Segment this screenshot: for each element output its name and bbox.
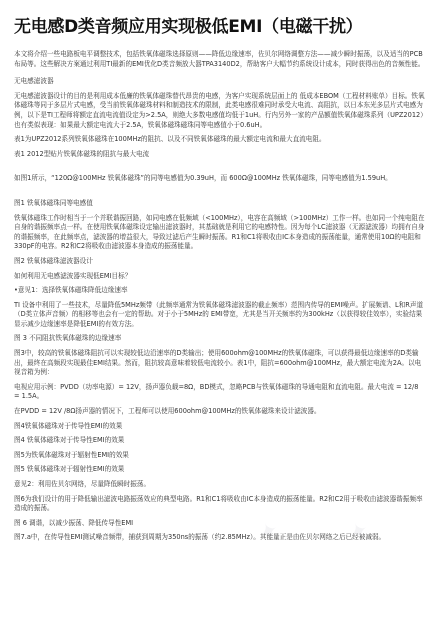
paragraph: 图5为铁氧体磁珠对于辐射性EMI的效果 [14,450,129,459]
paragraph: 表1 2012型贴片铁氧体磁珠的阻抗与最大电流 [14,149,150,158]
paragraph: 图7.a中，在传导性EMI测试噪音频带，捕获到周期为350ns的振荡（约2.85MHz）。其能量正是由佐贝尔网络之后已经被减弱。 [14,533,386,542]
paragraph: 无电感滤波器设计的目的是利用成本低廉的铁氧体磁珠替代昂贵的电感，为客户实现系统层面上的 低成本EBOM（工程材料账单）目标。铁氧体磁珠等同于多层片式电感，受当前铁氧体磁珠材料和制造技术的限制，此类电感很难同时承受大电流、高阻抗，以日本东光多层片式电感为例，以下是TI工程师将额定直流电流值设定为>2.5A，则绝大多数电感值均低于1uH。行内另外一家的产品额值铁氧体磁珠系列（UPZ2012）也有类似表现：如果最大额定电流大于2.5A，铁氧体磁珠磁珠同等电感值小于0.6uH。 [14,91,425,129]
paragraph: 图2 铁氧体磁珠滤波器设计 [14,256,93,265]
paragraph: 本文将介绍一些电路板电平调整技术，包括铁氧体磁珠选择原则——降低边缘速率，佐贝尔网络调整方法——减少瞬时振荡，以及适当的PCB布局等。这些解决方案通过利用TI最新的EMI优化D类音频放大器TPA3140D2，帮助客户大幅节约系统设计成本，同时获得出色的音频性能。 [14,50,425,68]
paragraph: 图3中，较高的铁氧体磁珠阻抗可以实现较低边沿速率的D类输出；使用600ohm@100MHz的铁氧体磁珠，可以获得最低边缘速率的D类输出，最终在高频段实现最佳EMI结果。然而，阻抗较高意味着较低电流较小。表1中，阻抗=600ohm@100MHz，最大额定电流为2A。以电视音箱为例： [14,349,422,377]
paragraph: 图6为我们设计的用于降低输出滤波电路振荡效应的典型电路。R1和C1将吸收由IC本身造成的振荡能量。R2和C2用于吸收由滤波器谐振频率造成的振荡。 [14,494,423,513]
paragraph: 意见2：利用佐贝尔网络，尽量降低瞬时振荡。 [14,480,151,488]
watermark: ✦ [255,517,283,548]
paragraph: 铁氧体磁珠工作时相当于一个并联谐振回路，如同电感在低频域（<100MHz），电容在高频域（>100MHz）工作一样。也如同一个纯电阻在自身的谐振频率点一样。在使用铁氧体磁珠设定输出滤波器时，其基础就是利用它的电感特性。因为每个LC滤波器（无源滤波器）均拥有自身的谐振频率，在此频率点，滤波器的增益很大，导致过滤后产生瞬时振荡。R1和C1将吸收由IC本身造成的振荡能量，通常使用10Ω的电阻和330pF的电容。R2和C2将吸收由滤波器本身造成的振荡能量。 [14,213,425,251]
paragraph: •意见1：选择铁氧体磁珠降低边缘速率 [14,286,128,295]
paragraph: 在PVDD = 12V /8Ω扬声器的情况下，工程师可以使用600ohm@100MHz的铁氧体磁珠来设计滤波器。 [14,407,321,416]
watermark: ✦ [345,517,373,548]
page-title: 无电感D类音频应用实现极低EMI（电磁干扰） [14,17,363,37]
paragraph: 电视应用示例：PVDD（功率电源）= 12V，扬声器负载=8Ω，BD模式，忽略PCB与铁氧体磁珠的导通电阻和直流电阻。最大电流 = 12/8 = 1.5A。 [14,382,419,401]
paragraph: 图4 铁氧体磁珠对于传导性EMI的效果 [14,436,125,445]
paragraph: TI 设备中利用了一些技术，尽量降低5MHz频带（此频率通常为铁氧体磁珠滤波器的截止频率）范围内传导的EMI噪声。扩展频谱、L和R声道（D类立体声音频）的相移等也会有一定的帮助。对于小于5MHz的 EMI带宽，尤其是当开关频率约为300kHz（以获得较佳效率），实验结果显示减少边缘速率是降低EMI的有效方法。 [14,300,424,328]
figure-space [14,189,426,199]
paragraph: 图4铁氧体磁珠对于传导性EMI的效果 [14,421,123,430]
paragraph: 如图1所示，“120Ω@100MHz 铁氧体磁珠”的同等电感值为0.39uH，而 600Ω@100MHz 铁氧体磁珠，同等电感值为1.59uH。 [14,174,392,183]
paragraph: 表1为UPZ2012系列铁氧体磁珠在100MHz的阻抗、以及不同铁氧体磁珠的最大额定电流和最大直流电阻。 [14,135,326,144]
document-body [14,50,426,543]
paragraph: 如何利用无电感滤波器实现低EMI目标？ [14,271,132,280]
watermark: ✦ [105,517,133,548]
section-heading: 无电感滤波器 [14,77,54,86]
paragraph: 图1 铁氧体磁珠同等电感值 [14,198,93,207]
paragraph: 图5 铁氧体磁珠对于辐射性EMI的效果 [14,465,125,474]
paragraph: 图 3 不同阻抗铁氧体磁珠的边缘速率 [14,334,122,343]
paragraph: 图 6 调谐，以减少振荡、降低传导性EMI [14,518,134,527]
figure-space [14,164,426,174]
